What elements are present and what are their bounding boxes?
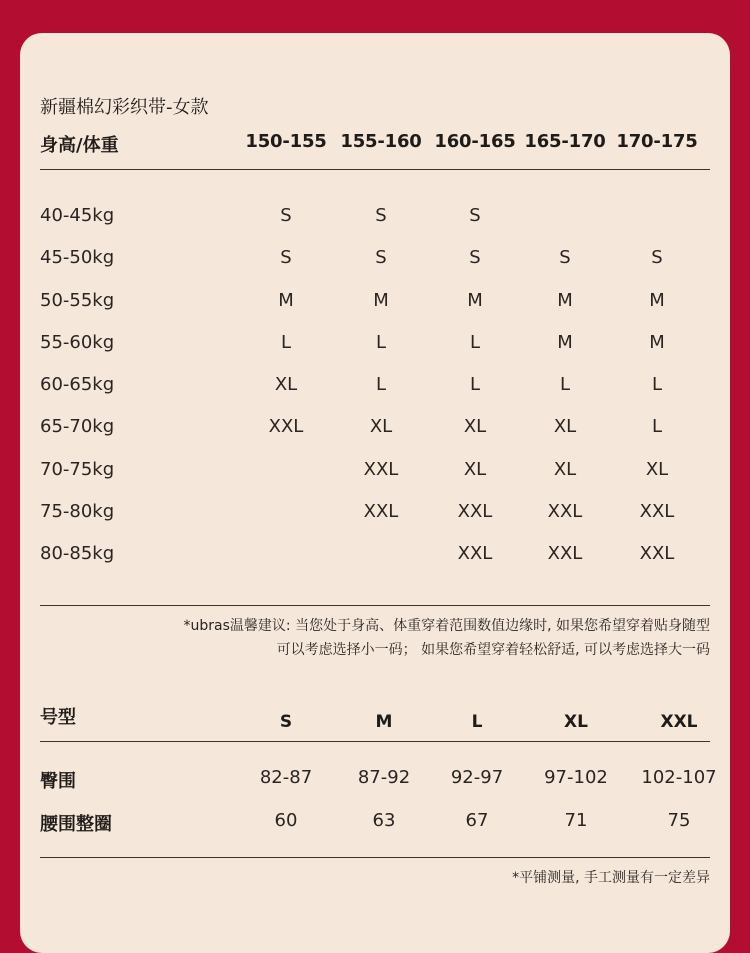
measurement-cell: 71	[564, 810, 588, 831]
size-cell: XXL	[268, 416, 304, 437]
measurement-note: *平铺测量, 手工测量有一定差异	[512, 870, 710, 886]
size-cell: L	[559, 374, 571, 395]
size-cell: L	[469, 332, 481, 353]
measurement-cell: 102-107	[641, 767, 717, 788]
size-cell: XXL	[639, 543, 675, 564]
height-column-header: 170-175	[616, 131, 698, 152]
size-cell: XXL	[547, 543, 583, 564]
height-column-header: 150-155	[245, 131, 327, 152]
size-column-header: M	[375, 712, 393, 732]
measure-table-divider	[40, 857, 710, 858]
size-cell: S	[651, 247, 663, 268]
size-cell: M	[649, 290, 665, 311]
size-cell: M	[557, 332, 573, 353]
weight-row-label: 60-65kg	[40, 374, 115, 395]
size-column-header: XL	[564, 712, 588, 732]
height-weight-header: 身高/体重	[40, 135, 119, 156]
size-cell: XXL	[457, 501, 493, 522]
measurement-cell: 97-102	[544, 767, 608, 788]
measurement-cell: 60	[274, 810, 298, 831]
measure-header-divider	[40, 741, 710, 742]
measurement-cell: 63	[372, 810, 396, 831]
weight-row-label: 75-80kg	[40, 501, 115, 522]
header-divider	[40, 169, 710, 170]
weight-row-label: 45-50kg	[40, 247, 115, 268]
size-cell: M	[467, 290, 483, 311]
size-cell: XL	[274, 374, 298, 395]
size-cell: L	[469, 374, 481, 395]
size-cell: XL	[553, 416, 577, 437]
size-advice-note-line2: 可以考虑选择小一码； 如果您希望穿着轻松舒适, 可以考虑选择大一码	[276, 642, 710, 658]
size-cell: L	[280, 332, 292, 353]
size-cell: S	[469, 205, 481, 226]
size-cell: XXL	[639, 501, 675, 522]
size-cell: M	[649, 332, 665, 353]
size-type-header: 号型	[40, 707, 76, 728]
size-cell: S	[280, 205, 292, 226]
size-cell: M	[373, 290, 389, 311]
size-cell: L	[651, 374, 663, 395]
size-cell: L	[651, 416, 663, 437]
size-chart-card	[20, 33, 730, 953]
size-cell: XXL	[363, 459, 399, 480]
table-divider	[40, 605, 710, 606]
size-column-header: S	[279, 712, 293, 732]
weight-row-label: 55-60kg	[40, 332, 115, 353]
size-cell: XL	[369, 416, 393, 437]
height-column-header: 160-165	[434, 131, 516, 152]
measurement-cell: 75	[667, 810, 691, 831]
size-cell: M	[278, 290, 294, 311]
weight-row-label: 50-55kg	[40, 290, 115, 311]
size-cell: XL	[463, 416, 487, 437]
weight-row-label: 70-75kg	[40, 459, 115, 480]
weight-row-label: 40-45kg	[40, 205, 115, 226]
measurement-cell: 87-92	[357, 767, 411, 788]
measurement-cell: 67	[465, 810, 489, 831]
size-cell: S	[280, 247, 292, 268]
product-title: 新疆棉幻彩织带-女款	[40, 97, 209, 118]
size-column-header: L	[471, 712, 483, 732]
size-cell: XXL	[363, 501, 399, 522]
weight-row-label: 65-70kg	[40, 416, 115, 437]
size-cell: M	[557, 290, 573, 311]
size-cell: L	[375, 332, 387, 353]
size-cell: L	[375, 374, 387, 395]
size-cell: S	[559, 247, 571, 268]
size-cell: XXL	[457, 543, 493, 564]
weight-row-label: 80-85kg	[40, 543, 115, 564]
height-column-header: 155-160	[340, 131, 422, 152]
measurement-row-label: 臀围	[40, 771, 76, 792]
size-advice-note-line1: *ubras温馨建议: 当您处于身高、体重穿着范围数值边缘时, 如果您希望穿着贴身随型	[183, 618, 710, 634]
size-cell: XL	[645, 459, 669, 480]
measurement-row-label: 腰围整圈	[40, 814, 112, 835]
size-cell: S	[375, 205, 387, 226]
size-column-header: XXL	[660, 712, 698, 732]
measurement-cell: 92-97	[450, 767, 504, 788]
measurement-cell: 82-87	[259, 767, 313, 788]
size-cell: XL	[553, 459, 577, 480]
size-cell: S	[375, 247, 387, 268]
size-cell: XXL	[547, 501, 583, 522]
size-cell: S	[469, 247, 481, 268]
height-column-header: 165-170	[524, 131, 606, 152]
size-cell: XL	[463, 459, 487, 480]
